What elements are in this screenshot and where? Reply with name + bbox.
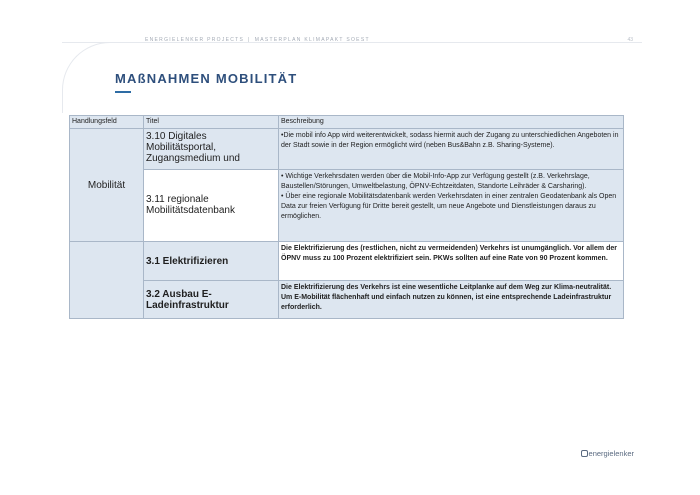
- title-underline: [115, 91, 131, 93]
- page-number: 43: [627, 37, 633, 43]
- measures-table: [69, 115, 624, 319]
- measure-description: Die Elektrifizierung des Verkehrs ist eine wesentliche Leitplanke auf dem Weg zur Klima-neutralität. Um E-Mobilität flächenhaft und einfach nutzen zu können, ist eine entsprechende Ladeinfrastruktur erforderlich.: [279, 281, 624, 319]
- measure-title: 3.1 Elektrifizieren: [144, 242, 279, 281]
- handlungsfeld-cell: Mobilität: [70, 129, 144, 242]
- logo-text: energielenker: [588, 449, 634, 458]
- table-row: [70, 242, 624, 281]
- measure-title: 3.11 regionale Mobilitätsdatenbank: [144, 169, 279, 242]
- column-header-beschreibung: Beschreibung: [279, 116, 624, 129]
- measure-title: 3.10 Digitales Mobilitätsportal, Zugangsmedium und: [144, 129, 279, 170]
- description-bullet: • Wichtige Verkehrsdaten werden über die Mobil-Info-App zur Verfügung gestellt (z.B. Verkehrslage, Baustellen/Störungen, Umweltbelastung, ÖPNV-Echtzeitdaten, Standorte Leihräder & Carsharing).: [281, 172, 590, 190]
- logo-mark-icon: [581, 450, 588, 457]
- company-logo: [581, 449, 634, 458]
- running-header: [145, 37, 370, 43]
- decorative-arc: [62, 42, 123, 113]
- header-document: MASTERPLAN KLIMAPAKT SOEST: [254, 37, 370, 43]
- description-bullet: • Über eine regionale Mobilitätsdatenbank werden Verkehrsdaten in einer zentralen Geodatenbank als Open Data zur freien Verfügung für Dritte bereit gestellt, um neue Angebote und Dienstleistungen daraus zu ermöglichen.: [281, 192, 617, 220]
- measure-description: Die Elektrifizierung des (restlichen, nicht zu vermeidenden) Verkehrs ist unumgänglich. Vor allem der ÖPNV muss zu 100 Prozent elektrifiziert sein. PKWs sollten auf eine Rate von 90 Prozent kommen.: [279, 242, 624, 281]
- table-row: [70, 169, 624, 242]
- header-separator: |: [248, 37, 251, 43]
- column-header-handlungsfeld: Handlungsfeld: [70, 116, 144, 129]
- handlungsfeld-cell-lower: [70, 242, 144, 319]
- page-title: MAßNAHMEN MOBILITÄT: [115, 71, 298, 86]
- column-header-titel: Titel: [144, 116, 279, 129]
- measure-title: 3.2 Ausbau E-Ladeinfrastruktur: [144, 281, 279, 319]
- measure-description: •Die mobil info App wird weiterentwickelt, sodass hiermit auch der Zugang zu unterschiedlichen Angeboten in der Stadt sowie in der Region ermöglicht wird (neben Bus&Bahn z.B. Sharing-Systeme).: [279, 129, 624, 170]
- table-header-row: [70, 116, 624, 129]
- header-company: ENERGIELENKER PROJECTS: [145, 37, 245, 43]
- measure-description: [279, 169, 624, 242]
- table-row: [70, 129, 624, 170]
- table-row: [70, 281, 624, 319]
